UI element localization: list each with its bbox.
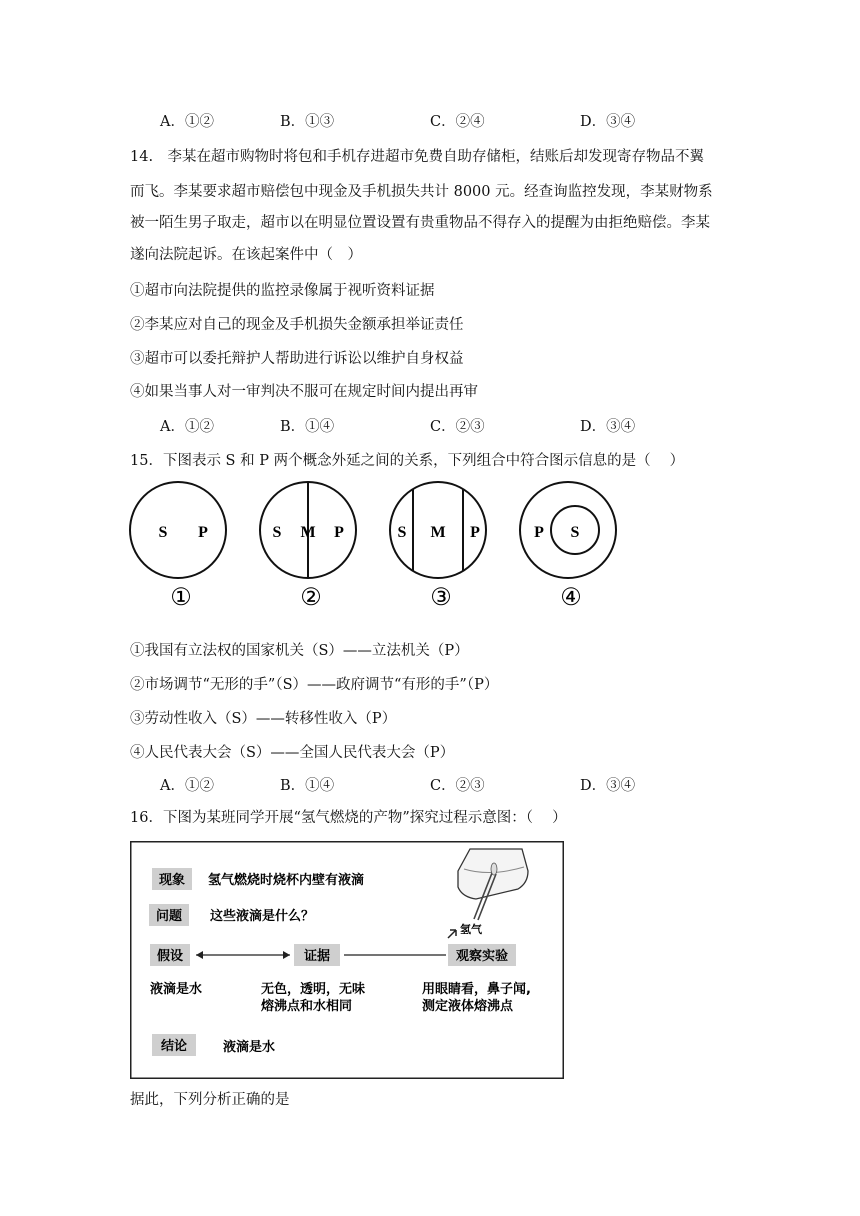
diagram-1-circle <box>130 482 226 578</box>
q15-option-b[interactable]: B．①④ <box>280 778 335 794</box>
q15-statement-1: ①我国有立法权的国家机关（S）——立法机关（P） <box>130 643 469 659</box>
venn-diagram-4 <box>520 482 616 611</box>
diagram-2-letter-m: M <box>300 524 316 541</box>
diagram-4-letter-p: P <box>534 524 544 541</box>
q14-option-d[interactable]: D．③④ <box>580 419 636 435</box>
experiment-text-line-1: 用眼睛看，鼻子闻, <box>422 982 531 997</box>
q15-options <box>160 776 720 796</box>
q14-statement-3: ③超市可以委托辩护人帮助进行诉讼以维护自身权益 <box>130 351 464 367</box>
q13-option-a[interactable]: A．①② <box>160 114 214 130</box>
q14-stem-line-4: 遂向法院起诉。在该起案件中（ ） <box>130 247 362 263</box>
diagram-2-number: ② <box>300 585 322 611</box>
question-text: 这些液滴是什么？ <box>210 909 315 924</box>
q14-option-b[interactable]: B．①④ <box>280 419 335 435</box>
venn-diagrams <box>128 480 628 615</box>
hypothesis-text: 液滴是水 <box>150 982 203 997</box>
phenomenon-text: 氢气燃烧时烧杯内壁有液滴 <box>208 873 365 888</box>
q14-option-c[interactable]: C．②③ <box>430 419 485 435</box>
q15-statement-3: ③劳动性收入（S）——转移性收入（P） <box>130 711 397 727</box>
diagram-3-number: ③ <box>430 585 452 611</box>
venn-diagram-2 <box>260 482 356 611</box>
q13-option-b[interactable]: B．①③ <box>280 114 335 130</box>
diagram-1-letter-s: S <box>158 524 168 541</box>
phenomenon-tag: 现象 <box>158 873 186 888</box>
conclusion-text: 液滴是水 <box>223 1040 276 1055</box>
inquiry-flow-figure <box>130 841 564 1079</box>
evidence-tag: 证据 <box>303 949 331 964</box>
gas-label: 氢气 <box>460 923 482 936</box>
experiment-tag: 观察实验 <box>455 949 509 964</box>
q15-statement-4: ④人民代表大会（S）——全国人民代表大会（P） <box>130 745 455 761</box>
q13-options <box>160 112 720 132</box>
q13-option-d[interactable]: D．③④ <box>580 114 636 130</box>
venn-diagram-3 <box>390 482 486 611</box>
diagram-4-letter-s: S <box>570 524 580 541</box>
diagram-1-letter-p: P <box>198 524 208 541</box>
diagram-3-letter-s: S <box>397 524 407 541</box>
diagram-3-letter-p: P <box>470 524 480 541</box>
diagram-4-number: ④ <box>560 585 582 611</box>
q14-statement-2: ②李某应对自己的现金及手机损失金额承担举证责任 <box>130 317 464 333</box>
q15-option-a[interactable]: A．①② <box>160 778 214 794</box>
q15-statement-2: ②市场调节“无形的手”（S）——政府调节“有形的手”（P） <box>130 677 499 693</box>
q14-option-a[interactable]: A．①② <box>160 419 214 435</box>
q15-option-d[interactable]: D．③④ <box>580 778 636 794</box>
conclusion-tag: 结论 <box>160 1039 188 1054</box>
q16-stem: 16．下图为某班同学开展“氢气燃烧的产物”探究过程示意图：（ ） <box>130 810 567 826</box>
q14-statement-4: ④如果当事人对一审判决不服可在规定时间内提出再审 <box>130 384 478 400</box>
hypothesis-tag: 假设 <box>156 949 184 964</box>
diagram-2-letter-s: S <box>272 524 282 541</box>
q15-option-c[interactable]: C．②③ <box>430 778 485 794</box>
diagram-2-letter-p: P <box>334 524 344 541</box>
experiment-text-line-2: 测定液体熔沸点 <box>422 999 514 1014</box>
venn-diagram-1 <box>130 482 226 611</box>
q14-stem-line-1: 14. 李某在超市购物时将包和手机存进超市免费自助存储柜，结账后却发现寄存物品不翼 <box>130 149 705 165</box>
q14-options <box>160 417 720 437</box>
q16-followup: 据此，下列分析正确的是 <box>130 1092 290 1108</box>
q14-statement-1: ①超市向法院提供的监控录像属于视听资料证据 <box>130 283 435 299</box>
q15-stem: 15．下图表示 S 和 P 两个概念外延之间的关系，下列组合中符合图示信息的是（ ） <box>130 453 685 469</box>
evidence-text-line-2: 熔沸点和水相同 <box>261 999 353 1014</box>
q14-stem-line-3: 被一陌生男子取走，超市以在明显位置设置有贵重物品不得存入的提醒为由拒绝赔偿。李某 <box>130 215 710 231</box>
diagram-3-letter-m: M <box>430 524 446 541</box>
question-tag: 问题 <box>155 909 183 924</box>
q14-stem-line-2: 而飞。李某要求超市赔偿包中现金及手机损失共计 8000 元。经查询监控发现，李某财物系 <box>130 184 713 200</box>
diagram-1-number: ① <box>170 585 192 611</box>
q13-option-c[interactable]: C．②④ <box>430 114 485 130</box>
evidence-text-line-1: 无色，透明，无味 <box>261 982 366 997</box>
